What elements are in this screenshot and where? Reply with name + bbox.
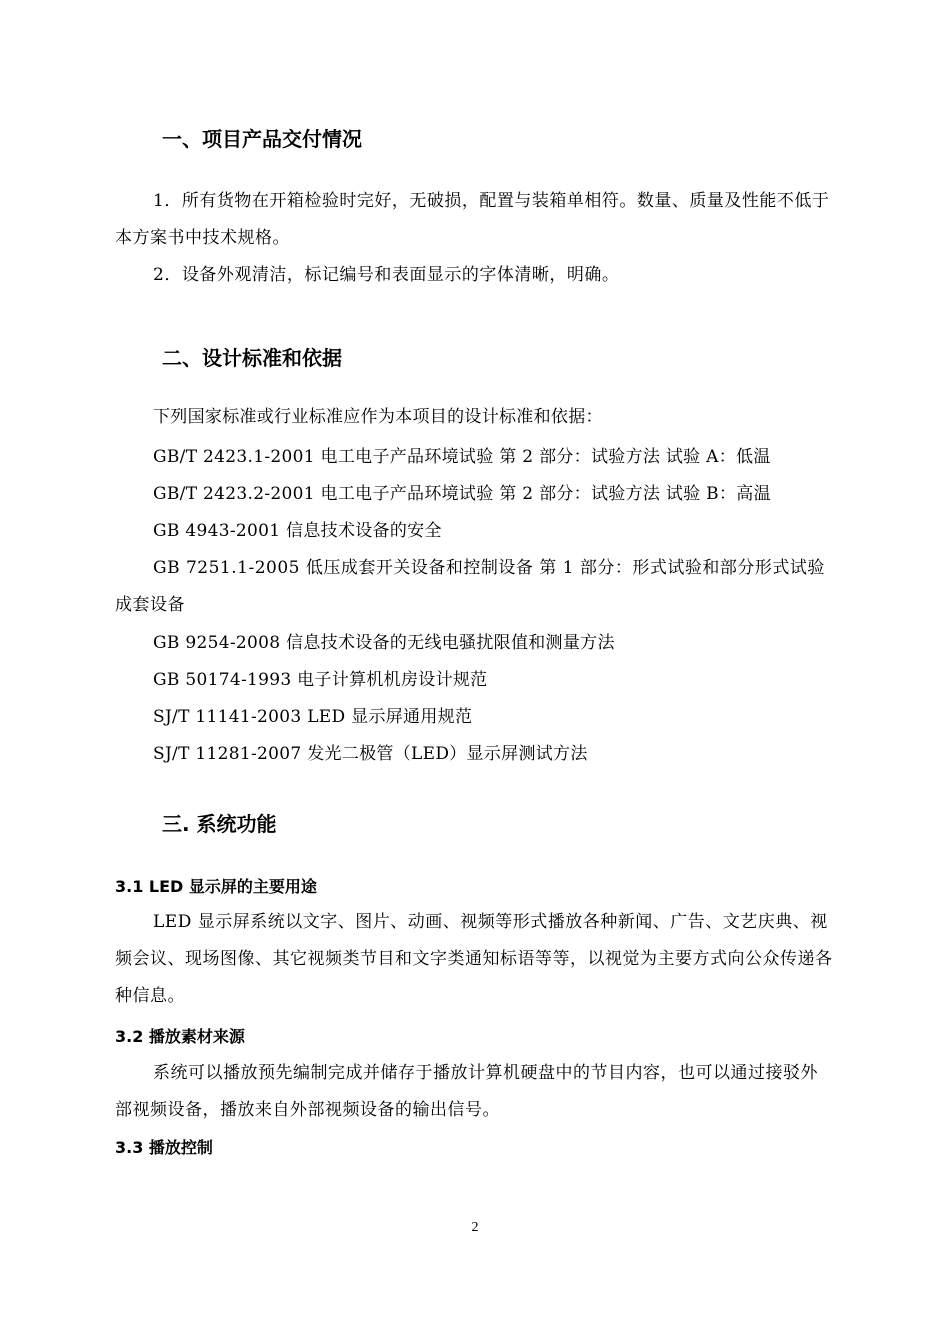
section-1-heading: 一、项目产品交付情况 — [162, 127, 362, 151]
standard-item: GB 4943-2001 信息技术设备的安全 — [153, 521, 442, 541]
subsection-3-1-title: 3.1 LED 显示屏的主要用途 — [115, 877, 317, 896]
section-2-heading: 二、设计标准和依据 — [162, 346, 342, 370]
standard-item: GB 7251.1-2005 低压成套开关设备和控制设备 第 1 部分：形式试验和部分形式试验成套设备 — [115, 558, 825, 615]
subsection-3-2-body: 系统可以播放预先编制完成并储存于播放计算机硬盘中的节目内容，也可以通过接驳外部视频设备，播放来自外部视频设备的输出信号。 — [115, 1063, 818, 1120]
standard-item: SJ/T 11141-2003 LED 显示屏通用规范 — [153, 707, 473, 727]
standard-item: SJ/T 11281-2007 发光二极管（LED）显示屏测试方法 — [153, 744, 588, 764]
subsection-3-1-body: LED 显示屏系统以文字、图片、动画、视频等形式播放各种新闻、广告、文艺庆典、视频会议、现场图像、其它视频类节目和文字类通知标语等等，以视觉为主要方式向公众传递各种信息。 — [115, 912, 833, 1006]
page-number: 2 — [471, 1220, 479, 1235]
standards-intro: 下列国家标准或行业标准应作为本项目的设计标准和依据： — [153, 407, 603, 427]
standard-item: GB 50174-1993 电子计算机机房设计规范 — [153, 670, 488, 690]
subsection-3-2-title: 3.2 播放素材来源 — [115, 1027, 245, 1046]
delivery-item-2: 2．设备外观清洁，标记编号和表面显示的字体清晰，明确。 — [153, 265, 620, 285]
delivery-item-1: 1．所有货物在开箱检验时完好，无破损，配置与装箱单相符。数量、质量及性能不低于本方案书中技术规格。 — [115, 191, 830, 248]
standard-item: GB/T 2423.1-2001 电工电子产品环境试验 第 2 部分：试验方法 试验 A：低温 — [153, 447, 771, 467]
section-3-heading: 三. 系统功能 — [162, 812, 277, 836]
standard-item: GB/T 2423.2-2001 电工电子产品环境试验 第 2 部分：试验方法 试验 B：高温 — [153, 484, 771, 504]
standard-item: GB 9254-2008 信息技术设备的无线电骚扰限值和测量方法 — [153, 633, 615, 653]
subsection-3-3-title: 3.3 播放控制 — [115, 1138, 213, 1157]
